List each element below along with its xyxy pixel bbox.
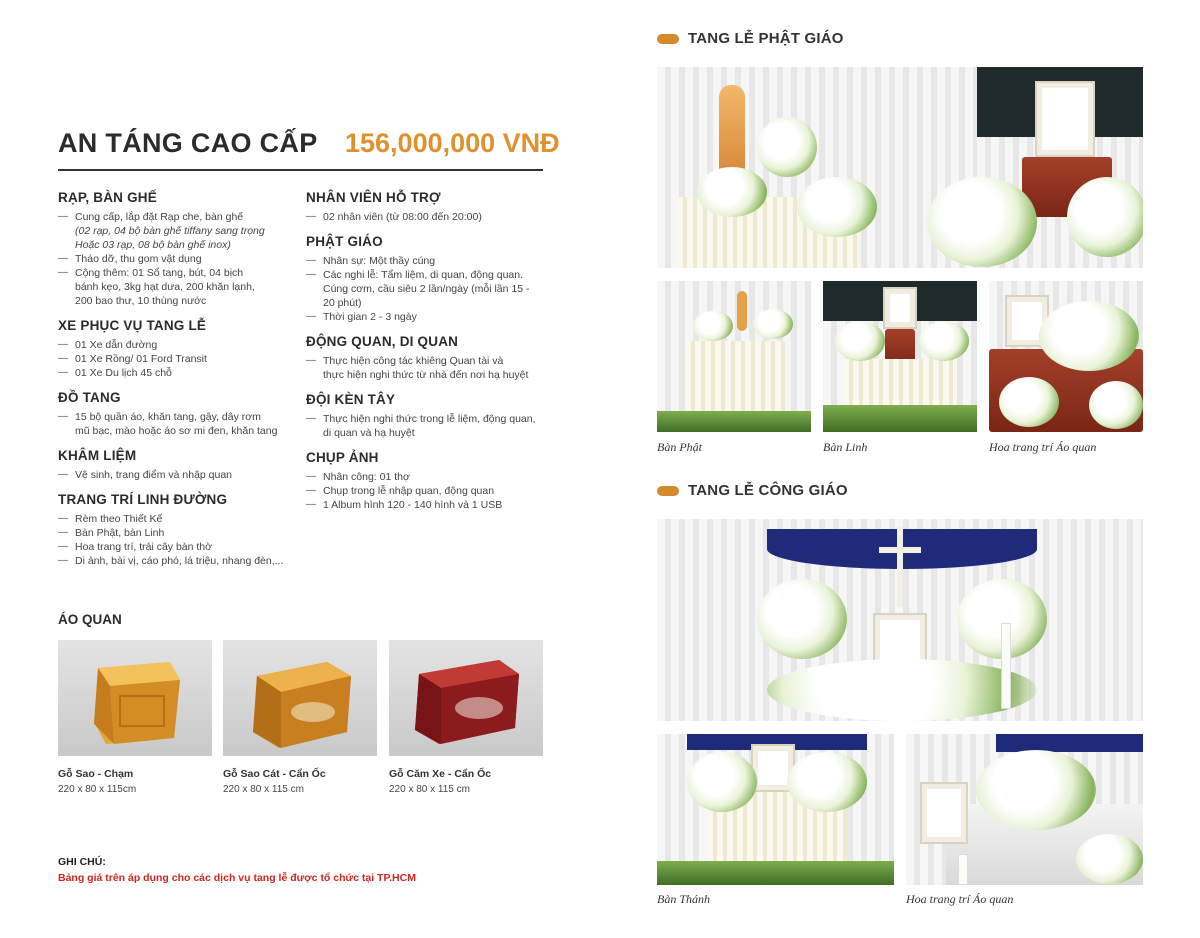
list-item: — Nhân công: 01 thợ xyxy=(306,470,546,484)
section-heading-brass-band: ĐỘI KÈN TÂY xyxy=(306,392,396,407)
coffin-size: 220 x 80 x 115 cm xyxy=(389,784,470,795)
coffin-image xyxy=(223,640,377,756)
section-list-tents-more xyxy=(58,252,298,280)
casket-flowers-photo xyxy=(989,281,1143,432)
list-item: — Cộng thêm: 01 Sổ tang, bút, 04 bịch xyxy=(58,266,298,280)
list-item: — Bàn Phật, bàn Linh xyxy=(58,526,298,540)
list-item: — 01 Xe dẫn đường xyxy=(58,338,298,352)
buddha-table-photo xyxy=(657,281,811,432)
photo-caption: Bàn Linh xyxy=(823,440,868,454)
coffin-image xyxy=(58,640,212,756)
list-item: — Thực hiện công tác khiêng Quan tài và xyxy=(306,354,546,368)
section-heading-decoration: TRANG TRÍ LINH ĐƯỜNG xyxy=(58,492,228,507)
section-heading-staff: NHÂN VIÊN HỖ TRỢ xyxy=(306,190,441,205)
section-heading-procession: ĐỘNG QUAN, DI QUAN xyxy=(306,334,459,349)
note-label: GHI CHÚ: xyxy=(58,856,106,868)
section-list-tents xyxy=(58,210,298,224)
section-list-buddhism-more xyxy=(306,310,546,324)
list-item: — Vệ sinh, trang điểm và nhập quan xyxy=(58,468,298,482)
services-right-column xyxy=(306,190,546,512)
accent-pill-icon xyxy=(657,486,679,496)
section-list-mourning-attire xyxy=(58,410,298,424)
catholic-section-header xyxy=(657,482,848,499)
catholic-altar-photo xyxy=(657,519,1143,721)
list-item: — Cung cấp, lắp đặt Rạp che, bàn ghế xyxy=(58,210,298,224)
list-item: — Thời gian 2 - 3 ngày xyxy=(306,310,546,324)
list-item: — 01 Xe Rồng/ 01 Ford Transit xyxy=(58,352,298,366)
section-list-brass-band xyxy=(306,412,546,426)
catholic-casket-flowers-photo xyxy=(906,734,1143,885)
list-item-detail: bánh kẹo, 3kg hạt dưa, 200 khăn lạnh, xyxy=(75,281,255,293)
list-item: — Nhân sự: Một thầy cúng xyxy=(306,254,546,268)
list-item: — 1 Album hình 120 - 140 hình và 1 USB xyxy=(306,498,546,512)
accent-pill-icon xyxy=(657,34,679,44)
list-item-detail: mũ bạc, mào hoặc áo sơ mi đen, khăn tang xyxy=(75,425,278,437)
list-item-detail: 200 bao thư, 10 thùng nước xyxy=(75,295,207,307)
services-left-column xyxy=(58,190,298,568)
list-item-detail: di quan và hạ huyệt xyxy=(323,427,415,439)
coffin-card xyxy=(389,640,543,795)
title-divider xyxy=(58,169,543,171)
section-list-decoration xyxy=(58,512,298,568)
photo-caption: Hoa trang trí Áo quan xyxy=(989,440,1097,454)
section-heading-photography: CHỤP ẢNH xyxy=(306,450,379,465)
list-item: — Tháo dỡ, thu gom vật dụng xyxy=(58,252,298,266)
list-item: — Di ảnh, bài vị, cáo phó, lá triệu, nhang đèn,... xyxy=(58,554,298,568)
section-heading-tents: RẠP, BÀN GHẾ xyxy=(58,190,157,205)
list-item: — Thực hiện nghi thức trong lễ liệm, động quan, xyxy=(306,412,546,426)
section-list-shrouding xyxy=(58,468,298,482)
package-price: 156,000,000 VNĐ xyxy=(345,128,560,158)
buddhist-section-header xyxy=(657,30,844,47)
coffin-card xyxy=(58,640,212,795)
section-list-buddhism xyxy=(306,254,546,282)
list-item-detail: 20 phút) xyxy=(323,297,362,309)
buddhist-altar-photo xyxy=(657,67,1143,268)
list-item-detail: Cúng cơm, cầu siêu 2 lần/ngày (mỗi lần 15 - xyxy=(323,283,530,295)
section-heading-buddhism: PHẬT GIÁO xyxy=(306,234,383,249)
list-item-detail: thực hiện nghi thức từ nhà đến nơi hạ huyệt xyxy=(323,369,529,381)
list-item: — Chụp trong lễ nhập quan, động quan xyxy=(306,484,546,498)
list-item: — Hoa trang trí, trái cây bàn thờ xyxy=(58,540,298,554)
list-item-detail: (02 rạp, 04 bộ bàn ghế tiffany sang trọng xyxy=(75,225,265,237)
section-list-procession xyxy=(306,354,546,368)
spirit-table-photo xyxy=(823,281,977,432)
list-item: — Các nghi lễ: Tẩm liệm, di quan, động quan. xyxy=(306,268,546,282)
coffin-size: 220 x 80 x 115cm xyxy=(58,784,137,795)
section-heading-vehicles: XE PHỤC VỤ TANG LỄ xyxy=(58,318,207,333)
coffin-card xyxy=(223,640,377,795)
list-item: — Rèm theo Thiết Kế xyxy=(58,512,298,526)
section-heading-shrouding: KHÂM LIỆM xyxy=(58,448,137,463)
coffins-heading: ÁO QUAN xyxy=(58,612,122,627)
package-title: AN TÁNG CAO CẤP xyxy=(58,128,318,158)
coffin-image xyxy=(389,640,543,756)
coffin-name: Gỗ Sao Cát - Cẩn Ốc xyxy=(223,768,326,780)
photo-caption: Hoa trang trí Áo quan xyxy=(906,892,1014,906)
coffin-size: 220 x 80 x 115 cm xyxy=(223,784,304,795)
section-list-photography xyxy=(306,470,546,512)
buddhist-heading: TANG LỄ PHẬT GIÁO xyxy=(688,30,844,47)
section-list-staff xyxy=(306,210,546,224)
coffin-name: Gỗ Sao - Chạm xyxy=(58,768,134,780)
photo-caption: Bàn Thánh xyxy=(657,892,711,906)
section-list-vehicles xyxy=(58,338,298,380)
list-item: — 02 nhân viên (từ 08:00 đến 20:00) xyxy=(306,210,546,224)
list-item: — 01 Xe Du lịch 45 chỗ xyxy=(58,366,298,380)
photo-caption: Bàn Phật xyxy=(657,440,702,454)
coffin-name: Gỗ Căm Xe - Cẩn Ốc xyxy=(389,768,492,780)
list-item-detail: Hoặc 03 rạp, 08 bộ bàn ghế inox) xyxy=(75,239,231,251)
note-text: Bảng giá trên áp dụng cho các dịch vụ tang lễ được tổ chức tại TP.HCM xyxy=(58,872,416,884)
holy-table-photo xyxy=(657,734,894,885)
section-heading-mourning-attire: ĐỒ TANG xyxy=(58,390,121,405)
catholic-heading: TANG LỄ CÔNG GIÁO xyxy=(688,482,848,499)
list-item: — 15 bộ quần áo, khăn tang, gậy, dây rơm xyxy=(58,410,298,424)
